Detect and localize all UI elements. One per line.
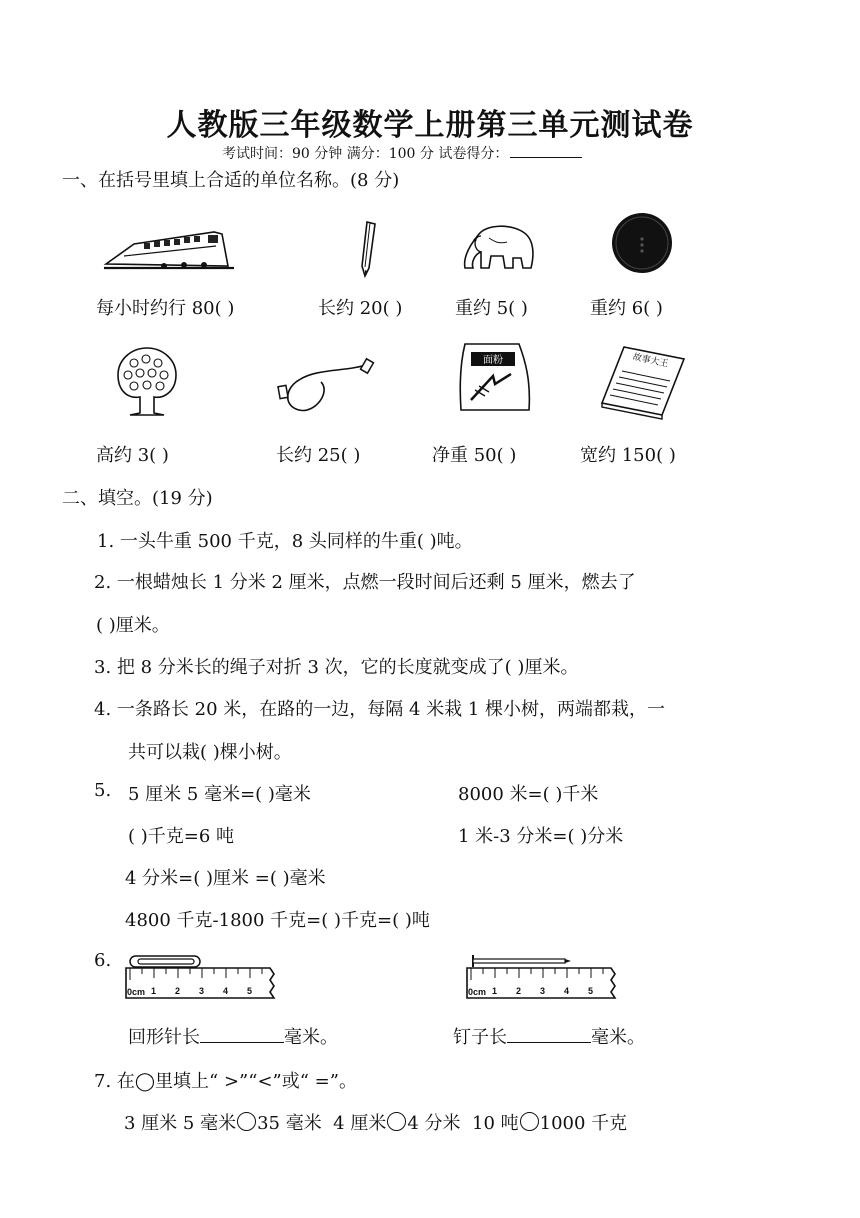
ruler1-label-3: 3 [199,986,205,996]
book-title-text: 故事大王 [631,352,670,370]
question-5-d: 1 米-3 分米=( )分米 [458,826,624,847]
ruler2-label-1: 1 [492,986,498,996]
question-5-a: 5 厘米 5 毫米=( )毫米 [128,784,311,805]
compare-2-circle[interactable] [387,1112,406,1131]
question-5-c: ( )千克=6 吨 [128,826,235,847]
coin-label: 重约 6( ) [590,298,663,319]
question-6-number: 6. [94,950,112,971]
tree-label: 高约 3( ) [96,445,169,466]
train-label: 每小时约行 80( ) [96,298,235,319]
section-1-heading: 一、在括号里填上合适的单位名称。(8 分) [62,170,400,191]
question-2-line-1: 2. 一根蜡烛长 1 分米 2 厘米，点燃一段时间后还剩 5 厘米，燃去了 [94,572,636,593]
question-5-number: 5. [94,780,112,801]
compare-1-left: 3 厘米 5 毫米 [124,1113,237,1134]
nail-prefix: 钉子长 [453,1027,507,1048]
bag-label: 净重 50( ) [432,445,517,466]
compare-3-circle[interactable] [520,1112,539,1131]
ruler2-label-2: 2 [516,986,522,996]
nail-answer-blank[interactable] [507,1026,591,1043]
ruler1-label-1: 1 [151,986,157,996]
compare-2-left: 4 厘米 [333,1113,387,1134]
ruler-paperclip-diagram [124,954,276,1000]
ruler1-label-0: 0cm [127,987,146,997]
compare-1-right: 35 毫米 [257,1113,322,1134]
ruler2-label-3: 3 [540,986,546,996]
rope-label: 长约 25( ) [276,445,361,466]
book-icon [600,345,686,417]
page-title: 人教版三年级数学上册第三单元测试卷 [166,108,694,143]
compare-2-right: 4 分米 [407,1113,461,1134]
question-7: 7. 在◯里填上“ >”“<”或“ =”。 [94,1071,357,1092]
elephant-icon [459,222,537,272]
exam-info-text: 考试时间：90 分钟 满分：100 分 试卷得分： [222,146,509,162]
question-4-line-1: 4. 一条路长 20 米，在路的一边，每隔 4 米栽 1 棵小树，两端都栽，一 [94,699,666,720]
question-3: 3. 把 8 分米长的绳子对折 3 次，它的长度就变成了( )厘米。 [94,657,579,678]
ruler1-label-2: 2 [175,986,181,996]
paperclip-answer-blank[interactable] [200,1026,284,1043]
paperclip-suffix: 毫米。 [284,1027,338,1048]
question-4-line-2: 共可以栽( )棵小树。 [128,742,292,763]
coin-icon [610,211,674,275]
nail-suffix: 毫米。 [591,1027,645,1048]
pencil-label: 长约 20( ) [318,298,403,319]
book-label: 宽约 150( ) [580,445,676,466]
question-7-comparisons [124,1109,627,1135]
jump-rope-icon [277,358,373,414]
train-icon [104,226,234,270]
question-2-line-2: ( )厘米。 [96,615,170,636]
tree-icon [114,345,180,417]
ruler1-label-5: 5 [247,986,253,996]
flour-bag-text: 面粉 [483,355,503,366]
paperclip-prefix: 回形针长 [128,1027,200,1048]
ruler2-label-0: 0cm [468,987,487,997]
compare-3-left: 10 吨 [472,1113,519,1134]
ruler-nail-diagram [465,954,617,1000]
question-5-b: 8000 米=( )千米 [458,784,599,805]
ruler2-label-5: 5 [588,986,594,996]
flour-bag-icon [455,340,533,414]
question-1: 1. 一头牛重 500 千克，8 头同样的牛重( )吨。 [97,531,473,552]
question-5-f: 4800 千克-1800 千克=( )千克=( )吨 [125,910,430,931]
paperclip-length-question [128,1023,338,1049]
nail-length-question [453,1023,645,1049]
compare-1-circle[interactable] [237,1112,256,1131]
elephant-label: 重约 5( ) [455,298,528,319]
question-5-e: 4 分米=( )厘米 =( )毫米 [125,868,326,889]
exam-info [222,143,582,163]
ruler1-label-4: 4 [223,986,229,996]
ruler2-label-4: 4 [564,986,570,996]
section-2-heading: 二、填空。(19 分) [62,488,213,509]
pencil-icon [358,220,382,278]
compare-3-right: 1000 千克 [539,1113,628,1134]
score-blank[interactable] [510,145,582,158]
